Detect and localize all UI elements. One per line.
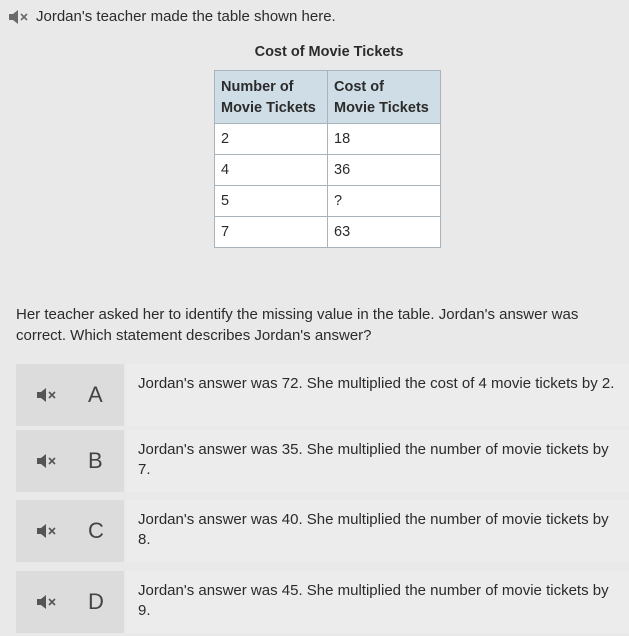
header-line: Movie Tickets (221, 100, 316, 116)
speaker-muted-icon[interactable] (36, 453, 58, 469)
choice-letter: C (88, 518, 104, 543)
tickets-table (214, 70, 441, 248)
choice-letter: B (88, 448, 103, 473)
choice-text: Jordan's answer was 45. She multiplied the number of movie tickets by 9. (126, 571, 629, 633)
choice-letter: A (88, 382, 103, 407)
table-row (215, 124, 441, 155)
table-cell: 5 (215, 186, 328, 217)
table-cell: 63 (328, 217, 441, 248)
speaker-muted-icon[interactable] (8, 9, 30, 25)
choice-text: Jordan's answer was 40. She multiplied the number of movie tickets by 8. (126, 500, 629, 562)
choice-letter: D (88, 589, 104, 614)
choice-lead (16, 430, 124, 492)
speaker-muted-icon[interactable] (36, 594, 58, 610)
table-header-row (215, 71, 441, 124)
choice-text: Jordan's answer was 72. She multiplied the cost of 4 movie tickets by 2. (126, 364, 629, 426)
speaker-muted-icon[interactable] (36, 387, 58, 403)
choice-lead (16, 500, 124, 562)
question-text: Her teacher asked her to identify the missing value in the table. Jordan's answer was correct. Which statement describes Jordan's answer? (16, 306, 579, 344)
table-row (215, 217, 441, 248)
prompt-text: Jordan's teacher made the table shown here. (36, 8, 336, 25)
speaker-muted-icon[interactable] (36, 523, 58, 539)
choice-lead (16, 571, 124, 633)
header-line: Movie Tickets (334, 100, 429, 116)
header-number-of-tickets (215, 71, 328, 124)
header-cost-of-tickets (328, 71, 441, 124)
table-title: Cost of Movie Tickets (254, 44, 404, 60)
table-cell: 2 (215, 124, 328, 155)
header-line: Number of (221, 79, 294, 95)
choice-text: Jordan's answer was 35. She multiplied the number of movie tickets by 7. (126, 430, 629, 492)
answer-choice-d[interactable] (16, 571, 629, 633)
table-cell: 18 (328, 124, 441, 155)
choice-lead (16, 364, 124, 426)
table-cell: ? (328, 186, 441, 217)
answer-choice-a[interactable] (16, 364, 629, 426)
table-cell: 4 (215, 155, 328, 186)
answer-choice-c[interactable] (16, 500, 629, 562)
table-cell: 36 (328, 155, 441, 186)
answer-choice-b[interactable] (16, 430, 629, 492)
table-row (215, 155, 441, 186)
table-cell: 7 (215, 217, 328, 248)
prompt-row (8, 8, 336, 25)
table-row (215, 186, 441, 217)
header-line: Cost of (334, 79, 384, 95)
